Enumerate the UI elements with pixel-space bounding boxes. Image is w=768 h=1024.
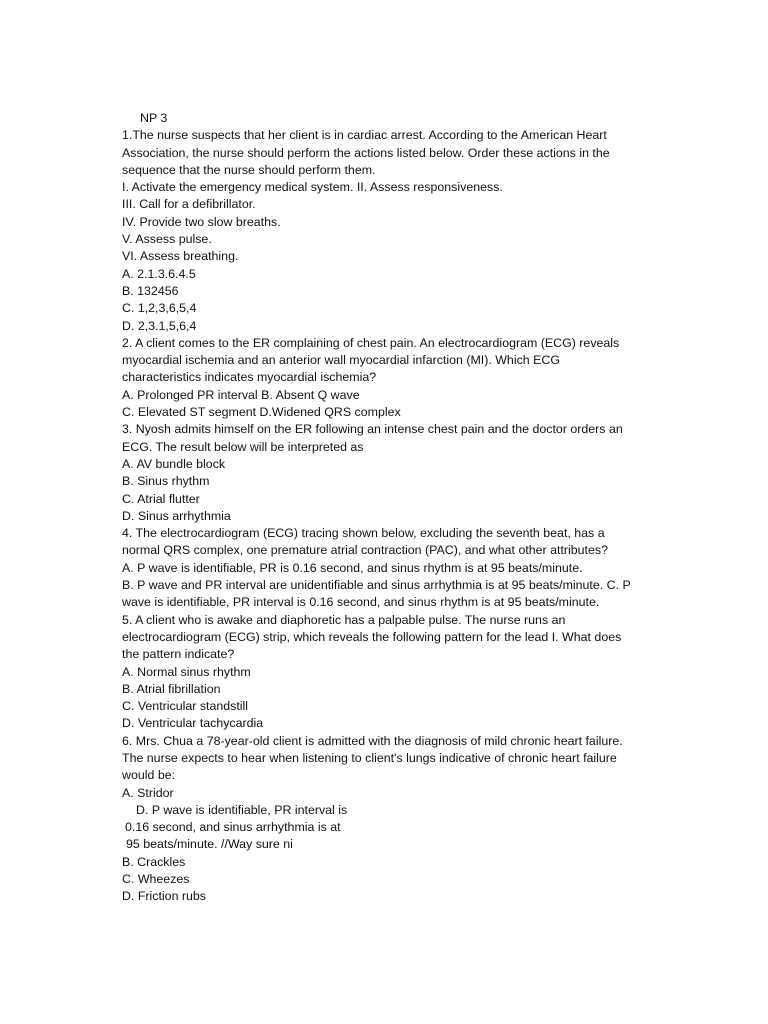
- text-line: myocardial ischemia and an anterior wall myocardial infarction (MI). Which ECG: [122, 353, 560, 368]
- text-line: 2. A client comes to the ER complaining of chest pain. An electrocardiogram (ECG) reveals: [122, 335, 620, 350]
- text-line: VI. Assess breathing.: [122, 249, 239, 264]
- text-line: C. 1,2,3,6,5,4: [122, 301, 197, 316]
- text-line: ECG. The result below will be interpreted as: [122, 439, 364, 454]
- text-line: C. Wheezes: [122, 872, 190, 887]
- text-line: wave is identifiable, PR interval is 0.16 second, and sinus rhythm is at 95 beats/minute.: [122, 595, 600, 610]
- text-line: A. Stridor: [122, 785, 174, 800]
- text-line: 1.The nurse suspects that her client is in cardiac arrest. According to the American Heart: [122, 128, 607, 143]
- document-title: NP 3: [140, 111, 168, 125]
- text-line: would be:: [122, 768, 176, 783]
- text-line: V. Assess pulse.: [122, 232, 212, 247]
- text-line: 95 beats/minute. //Way sure ni: [126, 837, 293, 852]
- text-line: normal QRS complex, one premature atrial contraction (PAC), and what other attributes?: [122, 543, 608, 558]
- text-line: 0.16 second, and sinus arrhythmia is at: [125, 820, 341, 835]
- text-line: C. Atrial flutter: [122, 491, 200, 506]
- text-line: C. Ventricular standstill: [122, 699, 249, 714]
- text-line: III. Call for a defibrillator.: [122, 197, 256, 212]
- text-line: electrocardiogram (ECG) strip, which reveals the following pattern for the lead I. What does: [122, 629, 622, 644]
- text-line: the pattern indicate?: [122, 647, 235, 662]
- text-line: B. Atrial fibrillation: [122, 681, 221, 696]
- text-line: 5. A client who is awake and diaphoretic has a palpable pulse. The nurse runs an: [122, 612, 566, 627]
- text-line: 6. Mrs. Chua a 78-year-old client is admitted with the diagnosis of mild chronic heart failure.: [122, 733, 623, 748]
- text-line: C. Elevated ST segment D.Widened QRS complex: [122, 405, 401, 420]
- text-line: A. AV bundle block: [122, 456, 226, 471]
- text-line: D. P wave is identifiable, PR interval is: [136, 802, 348, 817]
- text-line: 3. Nyosh admits himself on the ER following an intense chest pain and the doctor orders an: [122, 422, 623, 437]
- text-line: sequence that the nurse should perform them.: [122, 162, 376, 177]
- document-page: [122, 110, 742, 906]
- text-line: B. Crackles: [122, 854, 186, 869]
- text-line: B. Sinus rhythm: [122, 474, 210, 489]
- text-line: D. Ventricular tachycardia: [122, 716, 264, 731]
- text-line: 4. The electrocardiogram (ECG) tracing shown below, excluding the seventh beat, has a: [122, 526, 605, 541]
- text-line: A. 2.1.3.6.4.5: [122, 266, 196, 281]
- text-line: D. Friction rubs: [122, 889, 206, 904]
- text-line: The nurse expects to hear when listening to client's lungs indicative of chronic heart failure: [122, 750, 617, 765]
- text-line: A. Normal sinus rhythm: [122, 664, 251, 679]
- text-line: A. P wave is identifiable, PR is 0.16 second, and sinus rhythm is at 95 beats/minute.: [122, 560, 583, 575]
- text-line: Association, the nurse should perform the actions listed below. Order these actions in the: [122, 145, 610, 160]
- text-line: D. Sinus arrhythmia: [122, 508, 231, 523]
- text-line: B. P wave and PR interval are unidentifiable and sinus arrhythmia is at 95 beats/minute. C. P: [122, 578, 631, 593]
- text-line: IV. Provide two slow breaths.: [122, 214, 281, 229]
- text-line: I. Activate the emergency medical system. II. Assess responsiveness.: [122, 180, 503, 195]
- text-line: B. 132456: [122, 283, 179, 298]
- text-line: D. 2,3.1,5,6,4: [122, 318, 197, 333]
- text-line: characteristics indicates myocardial ischemia?: [122, 370, 377, 385]
- text-line: A. Prolonged PR interval B. Absent Q wave: [122, 387, 360, 402]
